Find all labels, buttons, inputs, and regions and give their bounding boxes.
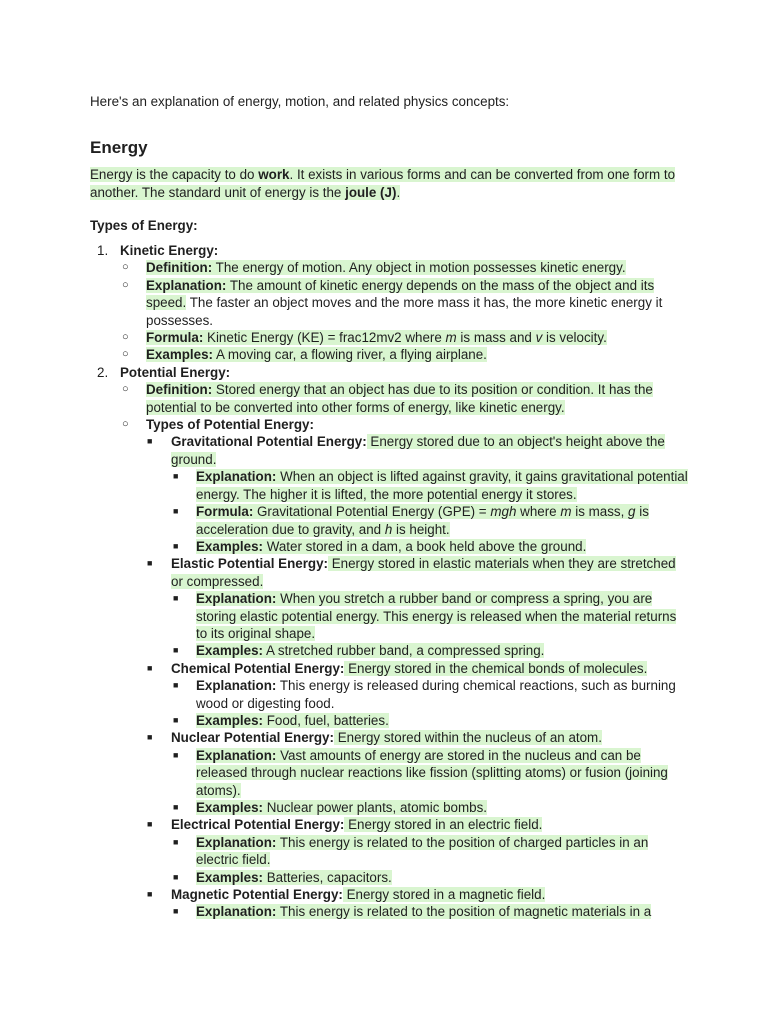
formula-var-g: g bbox=[628, 504, 636, 520]
list-item-potential-definition bbox=[90, 381, 690, 416]
examples-label: Examples: bbox=[196, 538, 263, 554]
square-bullet-icon: ■ bbox=[173, 540, 179, 551]
explanation-label: Explanation: bbox=[196, 834, 277, 850]
explanation-text: When an object is lifted against gravity, it gains gravitational potential energy. The higher it is lifted, the more potential energy it stores. bbox=[196, 469, 688, 502]
definition-label: Definition: bbox=[146, 382, 213, 398]
examples-text: Nuclear power plants, atomic bombs. bbox=[263, 800, 488, 815]
examples-label: Examples: bbox=[196, 643, 263, 659]
square-bullet-icon: ■ bbox=[173, 906, 179, 917]
chemical-text: Energy stored in the chemical bonds of molecules. bbox=[344, 660, 648, 676]
list-item-chemical-explanation bbox=[90, 677, 690, 712]
elastic-label: Elastic Potential Energy: bbox=[171, 556, 329, 572]
square-bullet-icon: ■ bbox=[173, 680, 179, 691]
formula-var-m: m bbox=[560, 504, 572, 520]
explanation-label: Explanation: bbox=[196, 747, 277, 763]
magnetic-text: Energy stored in a magnetic field. bbox=[342, 887, 546, 903]
examples-text: A moving car, a flowing river, a flying airplane. bbox=[213, 347, 487, 363]
list-item-elastic-examples bbox=[90, 642, 690, 659]
list-item-elastic bbox=[90, 555, 690, 590]
formula-text-5: is height. bbox=[392, 521, 450, 537]
explanation-text: This energy is released during chemical reactions, such as burning wood or digesting food. bbox=[196, 678, 676, 711]
explanation-text: This energy is related to the position of magnetic materials in a bbox=[276, 904, 652, 920]
intro-text: Here's an explanation of energy, motion, and related physics concepts: bbox=[90, 94, 510, 109]
examples-label: Examples: bbox=[196, 712, 263, 728]
energy-paragraph bbox=[90, 166, 690, 201]
energy-para-text-2: . It exists in various forms and can be converted from one form to another. The standard unit of energy is the bbox=[90, 167, 676, 200]
list-item-magnetic bbox=[90, 886, 690, 903]
explanation-text: The faster an object moves and the more mass it has, the more kinetic energy it possesses. bbox=[146, 295, 663, 328]
list-item-gravitational-examples bbox=[90, 538, 690, 555]
circle-bullet-icon: ○ bbox=[122, 331, 129, 344]
formula-text-2: is mass and bbox=[456, 330, 536, 346]
list-item-potential-types bbox=[90, 416, 690, 433]
circle-bullet-icon: ○ bbox=[122, 418, 129, 431]
explanation-label: Explanation: bbox=[196, 678, 277, 694]
formula-text-3: is mass, bbox=[571, 504, 629, 520]
list-item-kinetic-energy bbox=[90, 242, 690, 259]
square-bullet-icon: ■ bbox=[173, 871, 179, 882]
energy-para-text-1: Energy is the capacity to do bbox=[90, 167, 259, 182]
definition-text: Stored energy that an object has due to its position or condition. It has the potential to be converted into other forms of energy, like kinetic energy. bbox=[146, 382, 653, 415]
types-of-potential-label: Types of Potential Energy: bbox=[146, 417, 314, 433]
examples-text: Food, fuel, batteries. bbox=[263, 712, 389, 728]
square-bullet-icon: ■ bbox=[173, 836, 179, 847]
square-bullet-icon: ■ bbox=[173, 645, 179, 656]
list-item-kinetic-definition bbox=[90, 259, 690, 276]
formula-label: Formula: bbox=[196, 504, 254, 520]
explanation-label: Explanation: bbox=[196, 469, 277, 485]
square-bullet-icon: ■ bbox=[147, 558, 153, 569]
square-bullet-icon: ■ bbox=[173, 471, 179, 482]
formula-var-m: m bbox=[445, 330, 457, 346]
gravitational-label: Gravitational Potential Energy: bbox=[171, 434, 367, 450]
square-bullet-icon: ■ bbox=[173, 593, 179, 604]
circle-bullet-icon: ○ bbox=[122, 278, 129, 291]
explanation-text: This energy is related to the position of charged particles in an electric field. bbox=[196, 834, 649, 868]
circle-bullet-icon: ○ bbox=[122, 383, 129, 396]
formula-text-3: is velocity. bbox=[542, 330, 607, 346]
types-of-energy-heading: Types of Energy: bbox=[90, 218, 198, 233]
formula-var-v: v bbox=[535, 330, 543, 346]
examples-text: Water stored in a dam, a book held above the ground. bbox=[263, 538, 587, 554]
examples-label: Examples: bbox=[196, 800, 263, 815]
list-item-chemical-examples bbox=[90, 712, 690, 729]
energy-para-text-3: . bbox=[396, 184, 401, 200]
list-item-nuclear-explanation bbox=[90, 747, 690, 799]
explanation-text: Vast amounts of energy are stored in the nucleus and can be released through nuclear reactions like fission (splitting atoms) or fusion (joining atoms). bbox=[196, 747, 668, 798]
square-bullet-icon: ■ bbox=[173, 714, 179, 725]
list-number: 2. bbox=[97, 364, 109, 380]
formula-var-mgh: mgh bbox=[490, 504, 517, 520]
square-bullet-icon: ■ bbox=[147, 889, 153, 900]
formula-text-4: is acceleration due to gravity, and bbox=[196, 504, 649, 537]
electrical-text: Energy stored in an electric field. bbox=[344, 817, 543, 833]
list-item-nuclear-examples bbox=[90, 799, 690, 816]
list-item-magnetic-explanation bbox=[90, 903, 690, 920]
explanation-text-highlight: The amount of kinetic energy depends on the mass of the object and its speed. bbox=[146, 277, 655, 311]
formula-label: Formula: bbox=[146, 330, 204, 346]
potential-energy-title: Potential Energy: bbox=[120, 364, 231, 380]
list-item-gravitational bbox=[90, 433, 690, 468]
square-bullet-icon: ■ bbox=[147, 436, 153, 447]
square-bullet-icon: ■ bbox=[147, 819, 153, 830]
list-number: 1. bbox=[97, 243, 109, 258]
explanation-label: Explanation: bbox=[196, 591, 277, 607]
list-item-chemical bbox=[90, 660, 690, 677]
examples-text: A stretched rubber band, a compressed spring. bbox=[263, 643, 545, 659]
list-item-electrical-explanation bbox=[90, 834, 690, 869]
list-item-gravitational-explanation bbox=[90, 468, 690, 503]
chemical-label: Chemical Potential Energy: bbox=[171, 660, 345, 676]
definition-text: The energy of motion. Any object in motion possesses kinetic energy. bbox=[212, 260, 626, 276]
list-item-potential-energy bbox=[90, 364, 690, 381]
formula-text-1: Gravitational Potential Energy (GPE) = bbox=[253, 504, 491, 520]
examples-label: Examples: bbox=[146, 347, 213, 363]
explanation-text: When you stretch a rubber band or compress a spring, you are storing elastic potential energy. This energy is released when the material returns to its original shape. bbox=[196, 591, 677, 641]
elastic-text: Energy stored in elastic materials when they are stretched or compressed. bbox=[171, 556, 676, 589]
electrical-label: Electrical Potential Energy: bbox=[171, 817, 345, 833]
gravitational-text: Energy stored due to an object's height above the ground. bbox=[171, 434, 665, 467]
square-bullet-icon: ■ bbox=[147, 662, 153, 673]
nuclear-label: Nuclear Potential Energy: bbox=[171, 730, 334, 746]
list-item-nuclear bbox=[90, 729, 690, 746]
list-item-electrical-examples bbox=[90, 869, 690, 886]
list-item-kinetic-examples bbox=[90, 346, 690, 363]
circle-bullet-icon: ○ bbox=[122, 348, 129, 361]
examples-label: Examples: bbox=[196, 869, 263, 885]
formula-text-1: Kinetic Energy (KE) = frac12mv2 where bbox=[203, 330, 446, 346]
list-item-gravitational-formula bbox=[90, 503, 690, 538]
formula-var-h: h bbox=[384, 521, 393, 537]
square-bullet-icon: ■ bbox=[147, 732, 153, 743]
examples-text: Batteries, capacitors. bbox=[263, 869, 392, 885]
formula-text-2: where bbox=[516, 504, 561, 520]
energy-types-list bbox=[90, 242, 690, 921]
explanation-label: Explanation: bbox=[196, 904, 277, 920]
list-item-kinetic-explanation bbox=[90, 277, 690, 329]
energy-para-work: work bbox=[258, 167, 290, 182]
list-item-kinetic-formula bbox=[90, 329, 690, 346]
square-bullet-icon: ■ bbox=[173, 749, 179, 760]
list-item-electrical bbox=[90, 816, 690, 833]
definition-label: Definition: bbox=[146, 260, 213, 276]
circle-bullet-icon: ○ bbox=[122, 261, 129, 274]
square-bullet-icon: ■ bbox=[173, 802, 179, 812]
energy-heading: Energy bbox=[90, 138, 148, 157]
explanation-label: Explanation: bbox=[146, 277, 227, 293]
square-bullet-icon: ■ bbox=[173, 506, 179, 517]
list-item-elastic-explanation bbox=[90, 590, 690, 642]
kinetic-energy-title: Kinetic Energy: bbox=[120, 243, 219, 258]
magnetic-label: Magnetic Potential Energy: bbox=[171, 887, 343, 903]
energy-para-joule: joule (J) bbox=[345, 184, 397, 200]
nuclear-text: Energy stored within the nucleus of an atom. bbox=[333, 730, 602, 746]
